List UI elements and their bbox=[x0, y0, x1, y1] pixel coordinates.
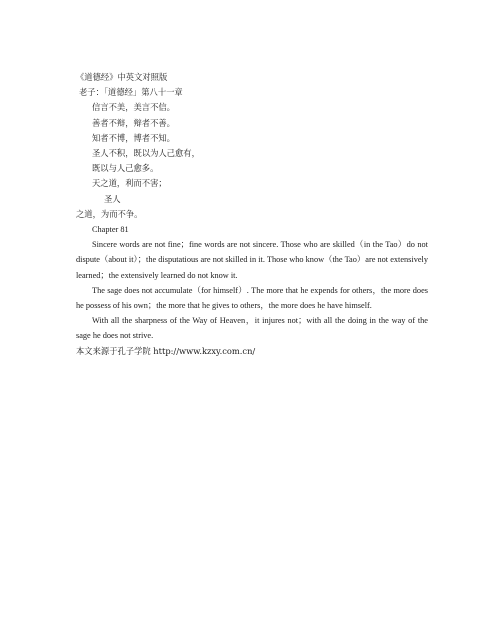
document-title: 《道德经》中英文对照版 bbox=[76, 72, 168, 82]
english-paragraph: The sage does not accumulate（for himself）. The more that he expends for others，the more does he possess of his own；the more that he gives to others，the more does he have himself. bbox=[76, 285, 428, 311]
verse-line: 信言不美，美言不信。 bbox=[92, 102, 175, 113]
verse-line: 之道，为而不争。 bbox=[76, 208, 143, 219]
verse-line: 圣人不积，既以为人己愈有， bbox=[92, 148, 200, 159]
document-body bbox=[76, 70, 428, 359]
verse-line: 知者不博，博者不知。 bbox=[92, 132, 175, 143]
english-paragraph: Sincere words are not fine；fine words are not sincere. Those who are skilled（in the Tao）do not dispute（about it）；the disputatious are not skilled in it. Those who know（the Tao）are not extensively learned；the extensively learned do not know it. bbox=[76, 240, 428, 280]
verse-line: 既以与人己愈多。 bbox=[92, 163, 159, 174]
verse-line: 善者不辩，辩者不善。 bbox=[92, 117, 175, 128]
chapter-heading: Chapter 81 bbox=[92, 225, 129, 235]
source-line: 本文来源于孔子学院 http://www.kzxy.com.cn/ bbox=[76, 345, 256, 356]
english-paragraph: With all the sharpness of the Way of Heaven，it injures not；with all the doing in the way of the sage he does not strive. bbox=[76, 316, 428, 341]
author-chapter-line: 老子：「道德经」第八十一章 bbox=[79, 87, 183, 98]
verse-line: 天之道，利而不害； bbox=[92, 178, 167, 189]
verse-line: 圣人 bbox=[104, 193, 121, 204]
